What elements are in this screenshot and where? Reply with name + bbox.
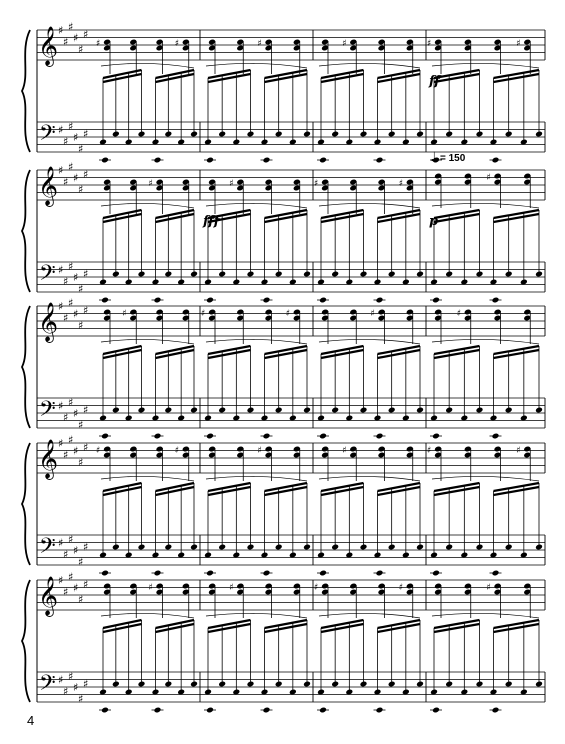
lh-note (112, 407, 120, 414)
lh-note (388, 681, 396, 688)
beam (103, 350, 142, 358)
system-4-treble-key-sharp: ♯ (73, 444, 79, 458)
lh-note (416, 681, 424, 688)
accidental-sharp: ♯ (398, 179, 404, 189)
accidental-sharp: ♯ (201, 309, 206, 319)
system-2-treble-key-sharp: ♯ (78, 182, 84, 196)
system-5-bass-key-sharp: ♯ (63, 684, 69, 698)
beam (265, 487, 308, 495)
lh-note (247, 681, 255, 688)
beam (265, 74, 308, 82)
slur (319, 339, 420, 344)
system-2-tempo-text: = 150 (440, 153, 466, 164)
beam (434, 74, 480, 82)
system-4-treble-key-sharp: ♯ (63, 448, 69, 462)
beam (434, 624, 480, 632)
system-4-bass-key-sharp: ♯ (58, 536, 64, 550)
lh-note (303, 271, 311, 278)
accidental-sharp: ♯ (370, 309, 375, 319)
beam (208, 74, 251, 82)
lh-note (303, 681, 311, 688)
system-5-bass-key-sharp: ♯ (83, 677, 89, 691)
beam (208, 350, 251, 358)
beam (265, 620, 308, 628)
slur (319, 613, 420, 618)
beam (378, 624, 421, 632)
lh-note (164, 681, 172, 688)
system-4-bass-key-sharp: ♯ (63, 547, 69, 561)
lh-note (331, 131, 339, 138)
lh-note (505, 544, 513, 551)
lh-note (445, 681, 453, 688)
page-number: 4 (27, 713, 35, 728)
slur (432, 203, 539, 208)
beam (156, 74, 195, 82)
beam (103, 620, 142, 628)
lh-note (190, 271, 198, 278)
system-1-treble-clef: 𝄞 (38, 26, 59, 66)
system-3-brace (22, 306, 30, 428)
accidental-sharp: ♯ (96, 39, 101, 49)
beam (208, 70, 251, 78)
beam (156, 620, 195, 628)
lh-note (331, 681, 339, 688)
system-5-treble-key-sharp: ♯ (63, 585, 69, 599)
slur (206, 339, 307, 344)
beam (494, 346, 540, 354)
lh-note (247, 544, 255, 551)
system-3-treble-key-sharp: ♯ (73, 307, 79, 321)
lh-note (190, 131, 198, 138)
beam (208, 346, 251, 354)
accidental-sharp: ♯ (427, 446, 432, 456)
beam (103, 70, 142, 78)
system-1-bass-key-sharp: ♯ (78, 142, 84, 156)
lh-note (164, 131, 172, 138)
beam (208, 483, 251, 491)
system-1-bass-key-sharp: ♯ (83, 127, 89, 141)
beam (156, 483, 195, 491)
slur (206, 613, 307, 618)
accidental-sharp: ♯ (148, 179, 153, 189)
beam (265, 214, 308, 222)
lh-note (218, 407, 226, 414)
lh-note (275, 407, 283, 414)
beam (321, 620, 364, 628)
lh-note (505, 271, 513, 278)
system-1-treble-key-sharp: ♯ (68, 20, 74, 34)
system-4-bass-clef: 𝄢 (39, 534, 56, 564)
beam (434, 487, 480, 495)
beam (494, 350, 540, 358)
system-1-bass-key-sharp: ♯ (73, 131, 79, 144)
system-2-dynamic-p: p (429, 214, 439, 229)
system-4-brace (22, 443, 30, 565)
beam (156, 214, 195, 222)
slur (319, 476, 420, 481)
beam (265, 350, 308, 358)
beam (494, 210, 540, 218)
system-2-treble-key-sharp: ♯ (68, 160, 74, 174)
accidental-sharp: ♯ (314, 179, 319, 189)
system-2-treble-key-sharp: ♯ (73, 171, 79, 185)
accidental-sharp: ♯ (342, 39, 347, 49)
slur (432, 476, 539, 481)
system-2-treble-key-sharp: ♯ (63, 175, 69, 189)
system-1-bass-key-sharp: ♯ (68, 119, 74, 133)
beam (494, 487, 540, 495)
beam (434, 214, 480, 222)
system-4-treble-key-sharp: ♯ (78, 455, 84, 469)
beam (265, 346, 308, 354)
accidental-sharp: ♯ (257, 446, 262, 456)
system-5-bass-key-sharp: ♯ (68, 669, 74, 683)
lh-note (275, 681, 283, 688)
slur (101, 63, 194, 68)
accidental-sharp: ♯ (122, 309, 127, 319)
lh-note (303, 131, 311, 138)
system-2-bass-key-sharp: ♯ (83, 267, 89, 281)
system-4-treble-key-sharp: ♯ (83, 440, 89, 454)
accidental-sharp: ♯ (96, 446, 101, 456)
accidental-sharp: ♯ (516, 446, 521, 456)
beam (208, 620, 251, 628)
lh-note (275, 271, 283, 278)
system-4-bass-key-sharp: ♯ (73, 544, 79, 557)
beam (103, 624, 142, 632)
system-3-bass-key-sharp: ♯ (78, 418, 84, 432)
system-4-bass-key-sharp: ♯ (78, 555, 84, 569)
lh-note (138, 407, 146, 414)
system-3-treble-key-sharp: ♯ (83, 303, 89, 317)
lh-note (247, 407, 255, 414)
system-5-bass-key-sharp: ♯ (73, 681, 79, 694)
lh-note (360, 544, 368, 551)
lh-note (164, 407, 172, 414)
system-3-treble-clef: 𝄞 (38, 302, 59, 342)
lh-note (331, 544, 339, 551)
beam (208, 487, 251, 495)
accidental-sharp: ♯ (486, 173, 491, 183)
system-2-tempo-note: ♩ (430, 150, 437, 165)
lh-note (247, 271, 255, 278)
system-2-bass-key-sharp: ♯ (78, 282, 84, 296)
lh-note (112, 271, 120, 278)
beam (434, 620, 480, 628)
beam (103, 214, 142, 222)
system-1-treble-key-sharp: ♯ (83, 27, 89, 41)
system-1-brace (22, 30, 30, 152)
beam (494, 624, 540, 632)
accidental-sharp: ♯ (314, 583, 319, 593)
lh-note (476, 271, 484, 278)
lh-note (360, 681, 368, 688)
beam (265, 624, 308, 632)
lh-note (535, 681, 543, 688)
beam (103, 483, 142, 491)
system-3-bass-key-sharp: ♯ (68, 395, 74, 409)
slur (319, 63, 420, 68)
beam (494, 74, 540, 82)
beam (156, 624, 195, 632)
beam (321, 624, 364, 632)
system-4-treble-key-sharp: ♯ (68, 433, 74, 447)
beam (321, 74, 364, 82)
slur (101, 339, 194, 344)
system-2-bass-key-sharp: ♯ (63, 274, 69, 288)
slur (206, 63, 307, 68)
system-5-treble-key-sharp: ♯ (68, 570, 74, 584)
beam (378, 210, 421, 218)
slur (101, 476, 194, 481)
slur (206, 203, 307, 208)
lh-note (138, 131, 146, 138)
lh-note (388, 544, 396, 551)
lh-note (360, 407, 368, 414)
system-2-bass-key-sharp: ♯ (73, 271, 79, 284)
beam (494, 483, 540, 491)
accidental-sharp: ♯ (516, 39, 521, 49)
system-5-treble-key-sharp: ♯ (58, 574, 64, 587)
system-3-bass-key-sharp: ♯ (73, 407, 79, 420)
lh-note (416, 407, 424, 414)
lh-note (388, 407, 396, 414)
system-5-bass-key-sharp: ♯ (78, 692, 84, 706)
slur (206, 476, 307, 481)
lh-note (164, 271, 172, 278)
beam (378, 487, 421, 495)
beam (321, 210, 364, 218)
beam (434, 483, 480, 491)
system-4-bass-key-sharp: ♯ (83, 540, 89, 554)
system-5-bass-clef: 𝄢 (39, 671, 56, 701)
lh-note (218, 681, 226, 688)
system-4-bass-key-sharp: ♯ (68, 532, 74, 546)
system-3-treble-key-sharp: ♯ (63, 311, 69, 325)
beam (103, 210, 142, 218)
system-2-bass-key-sharp: ♯ (68, 259, 74, 273)
beam (103, 487, 142, 495)
lh-note (416, 544, 424, 551)
system-1-dynamic-ff: ff (429, 74, 440, 89)
lh-note (331, 407, 339, 414)
lh-note (190, 407, 198, 414)
system-3-treble-key-sharp: ♯ (68, 296, 74, 310)
system-5-treble-key-sharp: ♯ (78, 592, 84, 606)
beam (494, 620, 540, 628)
slur (101, 613, 194, 618)
accidental-sharp: ♯ (486, 583, 491, 593)
accidental-sharp: ♯ (456, 309, 462, 319)
system-5-treble-clef: 𝄞 (38, 576, 59, 616)
lh-note (388, 271, 396, 278)
system-2-treble-key-sharp: ♯ (58, 164, 64, 177)
lh-note (505, 131, 513, 138)
lh-note (476, 131, 484, 138)
beam (321, 214, 364, 222)
system-2-dynamic-fff: fff (203, 214, 220, 229)
accidental-sharp: ♯ (174, 446, 180, 456)
system-5-treble-key-sharp: ♯ (73, 581, 79, 595)
lh-note (303, 407, 311, 414)
system-1-treble-key-sharp: ♯ (78, 42, 84, 56)
system-2-brace (22, 170, 30, 292)
system-5-bass-key-sharp: ♯ (58, 673, 64, 687)
lh-note (388, 131, 396, 138)
slur (432, 613, 539, 618)
beam (265, 483, 308, 491)
lh-note (112, 544, 120, 551)
beam (378, 620, 421, 628)
beam (321, 346, 364, 354)
beam (378, 350, 421, 358)
accidental-sharp: ♯ (257, 39, 262, 49)
beam (208, 624, 251, 632)
beam (321, 487, 364, 495)
beam (156, 210, 195, 218)
system-3-treble-key-sharp: ♯ (58, 300, 64, 313)
lh-note (112, 131, 120, 138)
system-5-brace (22, 580, 30, 702)
lh-note (476, 407, 484, 414)
lh-note (112, 681, 120, 688)
accidental-sharp: ♯ (342, 446, 347, 456)
beam (156, 346, 195, 354)
lh-note (416, 131, 424, 138)
system-1-treble-key-sharp: ♯ (63, 35, 69, 49)
accidental-sharp: ♯ (174, 39, 180, 49)
beam (156, 487, 195, 495)
beam (321, 70, 364, 78)
beam (494, 214, 540, 222)
lh-note (218, 271, 226, 278)
beam (265, 70, 308, 78)
beam (103, 74, 142, 82)
lh-note (445, 271, 453, 278)
beam (378, 346, 421, 354)
lh-note (535, 407, 543, 414)
lh-note (360, 131, 368, 138)
lh-note (331, 271, 339, 278)
accidental-sharp: ♯ (285, 309, 291, 319)
lh-note (445, 407, 453, 414)
slur (432, 339, 539, 344)
slur (319, 203, 420, 208)
lh-note (535, 544, 543, 551)
lh-note (138, 271, 146, 278)
system-2-bass-key-sharp: ♯ (58, 263, 64, 277)
beam (378, 70, 421, 78)
lh-note (190, 681, 198, 688)
lh-note (535, 271, 543, 278)
lh-note (138, 681, 146, 688)
lh-note (190, 544, 198, 551)
lh-note (505, 681, 513, 688)
beam (103, 346, 142, 354)
system-3-bass-key-sharp: ♯ (63, 410, 69, 424)
accidental-sharp: ♯ (427, 39, 432, 49)
system-5-treble-key-sharp: ♯ (83, 577, 89, 591)
system-3-treble-key-sharp: ♯ (78, 318, 84, 332)
system-4-treble-key-sharp: ♯ (58, 437, 64, 450)
lh-note (247, 131, 255, 138)
beam (434, 210, 480, 218)
system-3-bass-clef: 𝄢 (39, 397, 56, 427)
system-4-treble-clef: 𝄞 (38, 439, 59, 479)
system-1-treble-key-sharp: ♯ (58, 24, 64, 37)
accidental-sharp: ♯ (398, 583, 404, 593)
accidental-sharp: ♯ (229, 179, 234, 189)
system-2-treble-key-sharp: ♯ (83, 167, 89, 181)
lh-note (218, 544, 226, 551)
lh-note (275, 131, 283, 138)
beam (434, 346, 480, 354)
accidental-sharp: ♯ (229, 583, 234, 593)
lh-note (535, 131, 543, 138)
beam (156, 70, 195, 78)
slur (101, 203, 194, 208)
beam (321, 350, 364, 358)
lh-note (138, 544, 146, 551)
beam (321, 483, 364, 491)
lh-note (416, 271, 424, 278)
system-2-treble-clef: 𝄞 (38, 166, 59, 206)
system-1-bass-key-sharp: ♯ (58, 123, 64, 137)
lh-note (476, 544, 484, 551)
beam (378, 483, 421, 491)
system-3-bass-key-sharp: ♯ (58, 399, 64, 413)
beam (156, 350, 195, 358)
system-3-bass-key-sharp: ♯ (83, 403, 89, 417)
beam (378, 214, 421, 222)
lh-note (445, 544, 453, 551)
beam (265, 210, 308, 218)
system-1-treble-key-sharp: ♯ (73, 31, 79, 45)
lh-note (303, 544, 311, 551)
system-2-bass-clef: 𝄢 (39, 261, 56, 291)
beam (378, 74, 421, 82)
slur (432, 63, 539, 68)
beam (434, 350, 480, 358)
lh-note (275, 544, 283, 551)
lh-note (360, 271, 368, 278)
lh-note (445, 131, 453, 138)
lh-note (164, 544, 172, 551)
lh-note (476, 681, 484, 688)
lh-note (218, 131, 226, 138)
accidental-sharp: ♯ (148, 583, 153, 593)
lh-note (505, 407, 513, 414)
system-1-bass-clef: 𝄢 (39, 121, 56, 151)
system-1-bass-key-sharp: ♯ (63, 134, 69, 148)
